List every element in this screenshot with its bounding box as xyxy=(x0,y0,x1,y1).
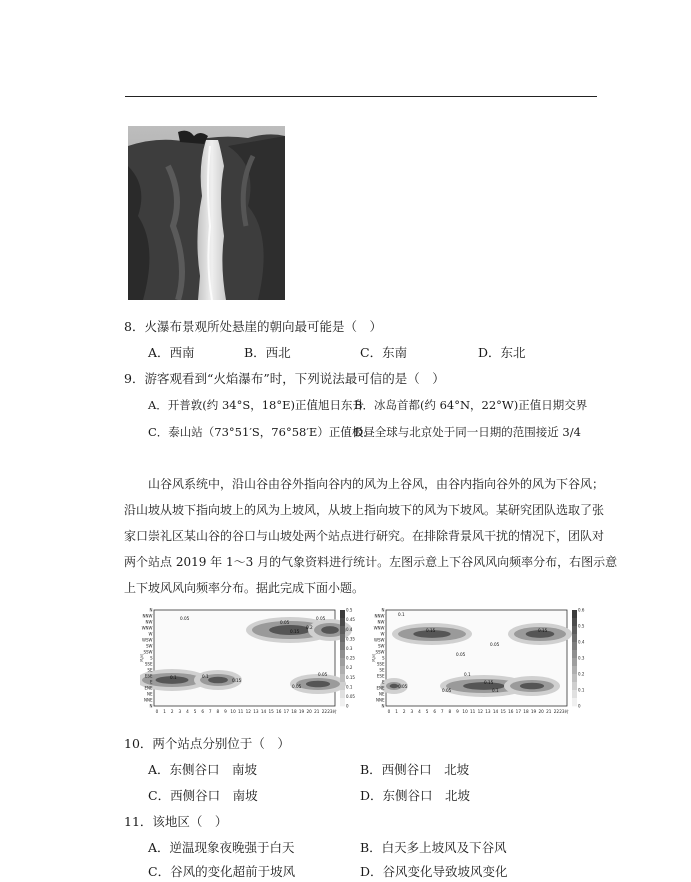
y-tick-label: NNE xyxy=(375,697,385,703)
density-core-4 xyxy=(306,681,330,688)
y-tick-label: N xyxy=(149,607,153,613)
x-tick-label: 8 xyxy=(448,709,452,714)
x-tick-label: 13 xyxy=(485,709,491,714)
contour-annotation: 0.15 xyxy=(426,628,436,633)
x-tick-label: 9 xyxy=(456,709,459,714)
y-tick-label: WSW xyxy=(142,637,153,643)
colorbar-segment xyxy=(572,618,577,626)
colorbar-segment xyxy=(340,626,345,634)
q11-option-c: C．谷风的变化超前于坡风 xyxy=(148,864,296,879)
x-tick-label: 11 xyxy=(470,709,476,714)
colorbar-segment xyxy=(340,690,345,698)
colorbar-segment xyxy=(572,666,577,674)
question-9-stem: 9．游客观看到“火焰瀑布”时，下列说法最可信的是（ ） xyxy=(124,371,445,386)
x-tick-label: 15 xyxy=(268,709,274,714)
contour-annotation: 0.1 xyxy=(464,672,471,677)
x-tick-label: 2 xyxy=(402,709,406,714)
x-tick-label: 4 xyxy=(186,709,189,714)
colorbar-segment xyxy=(572,650,577,658)
y-tick-label: N xyxy=(381,607,385,613)
x-tick-label: 3 xyxy=(410,709,414,714)
x-tick-label: 22 xyxy=(321,709,328,714)
colorbar-segment xyxy=(340,674,345,682)
contour-annotation: 0.1 xyxy=(492,688,499,693)
x-tick-label: 11 xyxy=(238,709,244,714)
y-tick-label: NW xyxy=(145,619,153,625)
y-tick-label: SW xyxy=(146,643,153,649)
q11-option-d: D．谷风变化导致坡风变化 xyxy=(360,864,508,879)
colorbar-tick-label: 0.45 xyxy=(346,617,355,623)
colorbar-tick-label: 0 xyxy=(578,703,581,709)
colorbar-segment xyxy=(572,682,577,690)
q10-option-a: A．东侧谷口 南坡 xyxy=(148,762,258,777)
x-tick-label: 23时 xyxy=(327,709,337,714)
x-tick-label: 0 xyxy=(387,709,391,714)
colorbar-segment xyxy=(572,634,577,642)
x-tick-label: 1 xyxy=(163,709,166,714)
header-rule xyxy=(125,96,597,97)
density-core-1 xyxy=(321,626,339,634)
density-core-3 xyxy=(520,683,544,690)
colorbar-tick-label: 0.2 xyxy=(346,665,353,671)
y-tick-label: SE xyxy=(379,667,385,673)
x-tick-label: 17 xyxy=(283,709,290,714)
y-tick-label: SW xyxy=(378,643,385,649)
q11-option-b: B．白天多上坡风及下谷风 xyxy=(360,840,507,855)
x-tick-label: 13 xyxy=(253,709,259,714)
slope-wind-chart xyxy=(372,606,587,722)
question-10-stem: 10．两个站点分别位于（ ） xyxy=(124,736,290,751)
colorbar-segment xyxy=(340,642,345,650)
y-tick-label: SSE xyxy=(144,661,153,667)
passage-line-4: 两个站点 2019 年 1～3 月的气象资料进行统计。左图示意上下谷风风向频率分布，右图示意 xyxy=(124,555,618,569)
colorbar-tick-label: 0.35 xyxy=(346,636,355,642)
fire-waterfall-photo xyxy=(128,126,285,300)
colorbar-tick-label: 0.25 xyxy=(346,655,355,661)
x-tick-label: 19 xyxy=(530,709,537,714)
y-tick-label: SSW xyxy=(375,649,385,655)
x-tick-label: 1 xyxy=(395,709,398,714)
x-tick-label: 16 xyxy=(276,709,282,714)
passage-line-3: 家口崇礼区某山谷的谷口与山坡处两个站点进行研究。在排除背景风干扰的情况下，团队对 xyxy=(124,529,605,543)
y-tick-label: SE xyxy=(147,667,153,673)
y-tick-label: S xyxy=(149,655,153,661)
colorbar-tick-label: 0.5 xyxy=(578,623,585,629)
colorbar-tick-label: 0.3 xyxy=(346,646,353,651)
colorbar-tick-label: 0 xyxy=(346,703,349,709)
q10-option-b: B．西侧谷口 北坡 xyxy=(360,762,470,777)
y-tick-label: N xyxy=(149,703,153,709)
question-11-stem: 11．该地区（ ） xyxy=(124,814,228,829)
question-8-stem: 8．火瀑布景观所处悬崖的朝向最可能是（ ） xyxy=(124,319,382,334)
contour-annotation: 0.15 xyxy=(484,680,494,685)
x-tick-label: 7 xyxy=(440,709,444,714)
x-tick-label: 3 xyxy=(178,709,182,714)
x-tick-label: 20 xyxy=(306,709,312,714)
colorbar-segment xyxy=(572,626,577,634)
x-tick-label: 14 xyxy=(260,709,267,714)
colorbar-tick-label: 0.05 xyxy=(346,694,355,699)
x-tick-label: 20 xyxy=(538,709,544,714)
x-tick-label: 17 xyxy=(515,709,522,714)
x-tick-label: 12 xyxy=(477,709,483,714)
contour-annotation: 0.05 xyxy=(442,688,452,693)
colorbar-segment xyxy=(572,698,577,706)
x-tick-label: 10 xyxy=(230,709,236,714)
x-tick-label: 4 xyxy=(418,709,421,714)
passage-line-2: 沿山坡从坡下指向坡上的风为上坡风，从坡上指向坡下的风为下坡风。某研究团队选取了张 xyxy=(124,503,605,517)
contour-annotation: 0.05 xyxy=(180,616,190,621)
x-tick-label: 10 xyxy=(462,709,468,714)
contour-annotation: 0.15 xyxy=(538,628,548,633)
q10-option-c: C．西侧谷口 南坡 xyxy=(148,788,258,803)
x-tick-label: 0 xyxy=(155,709,159,714)
x-tick-label: 9 xyxy=(224,709,227,714)
passage-line-5: 上下坡风风向频率分布。据此完成下面小题。 xyxy=(124,581,365,595)
q10-option-d: D．东侧谷口 北坡 xyxy=(360,788,471,803)
y-tick-label: E xyxy=(149,679,153,685)
q9-option-c: C．泰山站（73°51′S，76°58′E）正值极昼 xyxy=(148,425,375,439)
colorbar-tick-label: 0.3 xyxy=(578,655,585,661)
x-tick-label: 19 xyxy=(298,709,305,714)
y-tick-label: ENE xyxy=(144,685,153,691)
passage-line-1: 山谷风系统中，沿山谷由谷外指向谷内的风为上谷风，由谷内指向谷外的风为下谷风； xyxy=(148,477,605,491)
q9-option-a: A．开普敦(约 34°S，18°E)正值旭日东升 xyxy=(148,398,364,412)
y-tick-label: WNW xyxy=(373,625,385,631)
colorbar-segment xyxy=(340,666,345,674)
colorbar-tick-label: 0.2 xyxy=(578,671,585,677)
density-core-3 xyxy=(208,677,228,684)
contour-annotation: 0.05 xyxy=(398,684,408,689)
contour-annotation: 0.1 xyxy=(398,612,405,617)
colorbar-segment xyxy=(340,618,345,626)
colorbar-segment xyxy=(340,610,345,618)
x-tick-label: 15 xyxy=(500,709,506,714)
y-tick-label: N xyxy=(381,703,385,709)
colorbar-segment xyxy=(572,610,577,618)
contour-annotation: 0.05 xyxy=(490,642,500,647)
y-tick-label: ESE xyxy=(144,673,153,679)
q8-option-a: A．西南 xyxy=(148,345,195,360)
y-tick-label: NE xyxy=(378,691,385,697)
y-tick-label: SSW xyxy=(143,649,153,655)
x-tick-label: 18 xyxy=(523,709,529,714)
y-tick-label: ESE xyxy=(376,673,385,679)
contour-annotation: 0.15 xyxy=(290,629,300,634)
y-tick-label: WNW xyxy=(141,625,153,631)
contour-annotation: 0.05 xyxy=(316,616,326,621)
x-tick-label: 5 xyxy=(425,709,429,714)
colorbar-tick-label: 0.1 xyxy=(346,684,353,690)
y-axis-label: 风向 xyxy=(140,653,145,663)
y-tick-label: NNE xyxy=(143,697,153,703)
x-tick-label: 14 xyxy=(492,709,499,714)
colorbar-tick-label: 0.5 xyxy=(346,607,353,613)
y-tick-label: S xyxy=(381,655,385,661)
x-tick-label: 16 xyxy=(508,709,514,714)
colorbar-tick-label: 0.4 xyxy=(578,639,585,645)
x-tick-label: 2 xyxy=(170,709,174,714)
colorbar-segment xyxy=(340,698,345,706)
colorbar-tick-label: 0.15 xyxy=(346,674,355,680)
y-tick-label: ENE xyxy=(376,685,385,691)
colorbar-tick-label: 0.6 xyxy=(578,607,585,613)
y-tick-label: NNW xyxy=(374,613,385,619)
colorbar-tick-label: 0.4 xyxy=(346,626,353,632)
contour-annotation: 0.05 xyxy=(292,684,302,689)
colorbar-segment xyxy=(572,658,577,666)
y-tick-label: E xyxy=(381,679,385,685)
colorbar-segment xyxy=(572,690,577,698)
x-tick-label: 5 xyxy=(193,709,197,714)
colorbar-segment xyxy=(340,634,345,642)
q8-option-d: D．东北 xyxy=(478,345,526,360)
contour-annotation: 0.1 xyxy=(202,674,209,679)
y-axis-label: 风向 xyxy=(372,653,377,663)
contour-annotation: 0.15 xyxy=(232,678,242,683)
colorbar-segment xyxy=(340,658,345,666)
colorbar-segment xyxy=(572,674,577,682)
x-tick-label: 21 xyxy=(546,709,552,714)
contour-annotation: 0.05 xyxy=(456,652,466,657)
x-tick-label: 6 xyxy=(433,709,436,714)
contour-annotation: 0.1 xyxy=(170,675,177,680)
contour-annotation: 0.05 xyxy=(280,620,290,625)
x-tick-label: 7 xyxy=(208,709,212,714)
y-tick-label: NNW xyxy=(142,613,153,619)
q9-option-d: D．全球与北京处于同一日期的范围接近 3/4 xyxy=(354,425,581,439)
x-tick-label: 21 xyxy=(314,709,320,714)
q11-option-a: A．逆温现象夜晚强于白天 xyxy=(148,840,295,855)
q9-option-b: B．冰岛首都(约 64°N，22°W)正值日期交界 xyxy=(354,398,588,412)
q8-option-b: B．西北 xyxy=(244,345,291,360)
x-tick-label: 6 xyxy=(201,709,204,714)
colorbar-segment xyxy=(340,682,345,690)
x-tick-label: 12 xyxy=(245,709,251,714)
contour-annotation: 0.2 xyxy=(306,625,313,630)
colorbar-segment xyxy=(340,650,345,658)
y-tick-label: WSW xyxy=(374,637,385,643)
y-tick-label: NE xyxy=(146,691,153,697)
valley-wind-chart xyxy=(140,606,355,722)
x-tick-label: 8 xyxy=(216,709,220,714)
colorbar-tick-label: 0.1 xyxy=(578,687,585,693)
x-tick-label: 18 xyxy=(291,709,297,714)
colorbar-segment xyxy=(572,642,577,650)
y-tick-label: SSE xyxy=(376,661,385,667)
y-tick-label: NW xyxy=(377,619,385,625)
x-tick-label: 23时 xyxy=(559,709,569,714)
y-tick-label: W xyxy=(380,631,385,637)
contour-annotation: 0.05 xyxy=(318,672,328,677)
y-tick-label: W xyxy=(148,631,153,637)
x-tick-label: 22 xyxy=(553,709,560,714)
q8-option-c: C．东南 xyxy=(360,345,408,360)
